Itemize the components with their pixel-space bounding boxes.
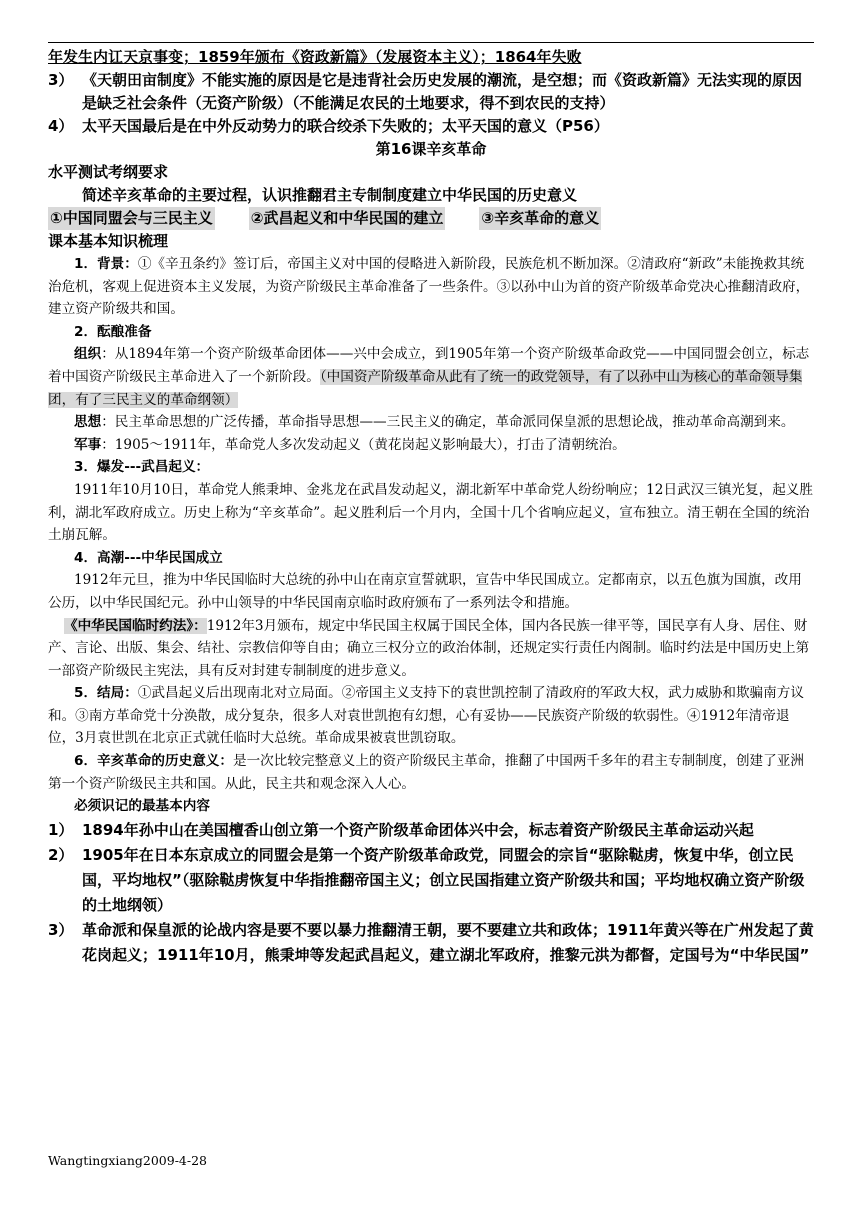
text: ：从1894年第一个资产阶级革命团体——兴中会成立，到1905年第一个资产阶级革命政党——中国同盟会创立，标志着中国资产阶级民主革命进入了一个新阶段。 xyxy=(48,346,810,385)
section-preparation xyxy=(48,321,814,344)
section-text: ①《辛丑条约》签订后，帝国主义对中国的侵略进入新阶段，民族危机不断加深。②清政府“新政”未能挽救其统治危机，客观上促进资本主义发展，为资产阶级民主革命准备了一些条件。③以孙中山为首的资产阶级革命党决心推翻清政府，建立资产阶级共和国。 xyxy=(48,256,810,318)
standard-requirement: 简述辛亥革命的主要过程，认识推翻君主专制制度建立中华民国的历史意义 xyxy=(82,186,578,204)
section-title: 4．高潮---中华民国成立 xyxy=(74,549,223,566)
climax-text: 1912年元旦，推为中华民国临时大总统的孙中山在南京宣誓就职，宣告中华民国成立。定都南京，以五色旗为国旗，改用公历，以中华民国纪元。孙中山领导的中华民国南京临时政府颁布了一系列法令和措施。 xyxy=(48,572,802,611)
topic-list xyxy=(48,207,814,230)
item-number: 4） xyxy=(48,117,74,135)
item-number: 2） xyxy=(48,845,74,864)
section-title: 3．爆发---武昌起义： xyxy=(74,459,210,476)
text: ：民主革命思想的广泛传播，革命指导思想——三民主义的确定，革命派同保皇派的思想论战，推动革命高潮到来。 xyxy=(101,414,795,431)
outbreak-text: 1911年10月10日，革命党人熊秉坤、金兆龙在武昌发动起义，湖北新军中革命党人纷纷响应；12日武汉三镇光复，起义胜利，湖北军政府成立。历史上称为“辛亥革命”。起义胜利后一个月内，全国十几个省响应起义，宣布独立。清王朝在全国的统治土崩瓦解。 xyxy=(48,481,813,544)
topic-item: ③辛亥革命的意义 xyxy=(479,207,601,230)
item-text: 《天朝田亩制度》不能实施的原因是它是违背社会历史发展的潮流，是空想；而《资政新篇》无法实现的原因是缺乏社会条件（无资产阶级）（不能满足农民的土地要求，得不到农民的支持） xyxy=(82,71,803,112)
essential-item-2 xyxy=(48,843,814,918)
item-number: 3） xyxy=(48,920,74,939)
highlighted-note: （中国资产阶级革命从此有了统一的政党领导，有了以孙中山为核心的革命领导集团，有了三民主义的革命纲领） xyxy=(48,368,803,408)
essential-item-1 xyxy=(48,818,814,843)
prep-military xyxy=(48,434,814,457)
top-item-4 xyxy=(48,115,814,138)
section-title: 2．酝酿准备 xyxy=(74,323,152,340)
section-text: ①武昌起义后出现南北对立局面。②帝国主义支持下的袁世凯控制了清政府的军政大权，武力威胁和欺骗南方议和。③南方革命党十分涣散，成分复杂，很多人对袁世凯抱有幻想，心有妥协——民族资产阶级的软弱性。④1912年清帝退位，3月袁世凯在北京正式就任临时大总统。革命成果被袁世凯窃取。 xyxy=(48,685,804,747)
item-text: 太平天国最后是在中外反动势力的联合绞杀下失败的；太平天国的意义（P56） xyxy=(82,117,609,135)
item-text: 1905年在日本东京成立的同盟会是第一个资产阶级革命政党，同盟会的宗旨“驱除鞑虏，恢复中华，创立民国，平均地权”（驱除鞑虏恢复中华指推翻帝国主义；创立民国指建立资产阶级共和国；平均地权确立资产阶级的土地纲领） xyxy=(82,845,805,914)
label: 思想 xyxy=(74,414,102,431)
item-number: 3） xyxy=(48,71,74,89)
document-page xyxy=(48,38,814,968)
section-title: 5．结局： xyxy=(74,685,138,702)
top-line: 年发生内讧天京事变；1859年颁布《资政新篇》（发展资本主义）；1864年失败 xyxy=(48,48,582,66)
topic-item: ①中国同盟会与三民主义 xyxy=(48,207,215,230)
section-title: 6．辛亥革命的历史意义： xyxy=(74,753,233,770)
prep-organization xyxy=(48,343,814,411)
lesson-title: 第16课辛亥革命 xyxy=(375,140,487,158)
item-text: 革命派和保皇派的论战内容是要不要以暴力推翻清王朝，要不要建立共和政体；1911年黄兴等在广州发起了黄花岗起义；1911年10月，熊秉坤等发起武昌起义，建立湖北军政府，推黎元洪为都督，定国号为“中华民国” xyxy=(82,920,814,964)
section-text: 是一次比较完整意义上的资产阶级民主革命，推翻了中国两千多年的君主专制制度，创建了亚洲第一个资产阶级民主共和国。从此，民主共和观念深入人心。 xyxy=(48,753,804,792)
section-background xyxy=(48,253,814,321)
essential-item-3 xyxy=(48,918,814,968)
text: ：1905～1911年，革命党人多次发动起义（黄花岗起义影响最大），打击了清朝统治。 xyxy=(101,436,626,453)
essentials-heading: 必须识记的最基本内容 xyxy=(74,798,210,815)
topic-item: ②武昌起义和中华民国的建立 xyxy=(249,207,446,230)
section-climax xyxy=(48,547,814,570)
label: 组织 xyxy=(74,346,102,363)
item-number: 1） xyxy=(48,820,74,839)
knowledge-heading: 课本基本知识梳理 xyxy=(48,232,169,250)
section-title: 1．背景： xyxy=(74,256,138,272)
footer-author-date: Wangtingxiang2009-4-28 xyxy=(48,1153,208,1168)
section-outbreak xyxy=(48,456,814,479)
section-outcome xyxy=(48,682,814,750)
prep-ideology xyxy=(48,411,814,434)
label: 军事 xyxy=(74,436,102,453)
top-item-3 xyxy=(48,69,814,115)
item-text: 1894年孙中山在美国檀香山创立第一个资产阶级革命团体兴中会，标志着资产阶级民主革命运动兴起 xyxy=(82,820,754,839)
provisional-constitution xyxy=(48,615,814,683)
standard-heading: 水平测试考纲要求 xyxy=(48,163,169,181)
section-significance xyxy=(48,750,814,795)
label: 《中华民国临时约法》： xyxy=(64,617,207,634)
text: 1912年3月颁布，规定中华民国主权属于国民全体，国内各民族一律平等，国民享有人身、居住、财产、言论、出版、集会、结社、宗教信仰等自由；确立三权分立的政治体制，还规定实行责任内阁制。临时约法是中国历史上第一部资产阶级民主宪法，具有反对封建专制制度的进步意义。 xyxy=(48,617,810,679)
